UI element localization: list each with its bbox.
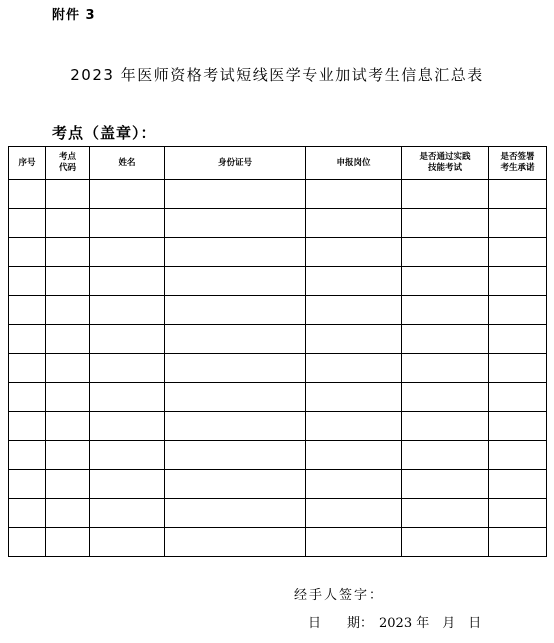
- cell-site-code: [46, 267, 90, 296]
- cell-site-code: [46, 470, 90, 499]
- cell-seq: [9, 209, 46, 238]
- cell-site-code: [46, 325, 90, 354]
- cell-pledge-signed: [489, 412, 547, 441]
- table-row: [9, 180, 547, 209]
- cell-name: [90, 354, 165, 383]
- cell-practical-passed: [402, 441, 489, 470]
- candidate-table: [8, 146, 547, 557]
- cell-id-number: [165, 441, 306, 470]
- cell-seq: [9, 383, 46, 412]
- cell-name: [90, 412, 165, 441]
- cell-seq: [9, 180, 46, 209]
- cell-name: [90, 296, 165, 325]
- cell-id-number: [165, 296, 306, 325]
- cell-id-number: [165, 499, 306, 528]
- table-row: [9, 238, 547, 267]
- cell-pledge-signed: [489, 354, 547, 383]
- cell-seq: [9, 238, 46, 267]
- cell-site-code: [46, 528, 90, 557]
- cell-practical-passed: [402, 209, 489, 238]
- cell-position: [306, 412, 402, 441]
- cell-site-code: [46, 209, 90, 238]
- cell-site-code: [46, 383, 90, 412]
- cell-position: [306, 354, 402, 383]
- cell-id-number: [165, 528, 306, 557]
- date-line: [308, 612, 481, 631]
- cell-position: [306, 180, 402, 209]
- table-row: [9, 325, 547, 354]
- table-row: [9, 528, 547, 557]
- cell-pledge-signed: [489, 528, 547, 557]
- cell-name: [90, 383, 165, 412]
- header-name: 姓名: [90, 147, 165, 180]
- cell-position: [306, 325, 402, 354]
- cell-site-code: [46, 441, 90, 470]
- cell-pledge-signed: [489, 470, 547, 499]
- cell-seq: [9, 412, 46, 441]
- cell-site-code: [46, 296, 90, 325]
- cell-id-number: [165, 325, 306, 354]
- cell-seq: [9, 325, 46, 354]
- cell-practical-passed: [402, 412, 489, 441]
- cell-practical-passed: [402, 180, 489, 209]
- cell-practical-passed: [402, 296, 489, 325]
- cell-id-number: [165, 209, 306, 238]
- cell-id-number: [165, 383, 306, 412]
- cell-practical-passed: [402, 528, 489, 557]
- cell-name: [90, 470, 165, 499]
- cell-seq: [9, 354, 46, 383]
- cell-position: [306, 209, 402, 238]
- cell-pledge-signed: [489, 325, 547, 354]
- table-body: [9, 180, 547, 557]
- cell-practical-passed: [402, 238, 489, 267]
- cell-name: [90, 180, 165, 209]
- cell-name: [90, 441, 165, 470]
- attachment-label: 附件 3: [52, 8, 96, 23]
- cell-site-code: [46, 412, 90, 441]
- cell-name: [90, 209, 165, 238]
- cell-site-code: [46, 238, 90, 267]
- header-practical-passed: 是否通过实践 技能考试: [402, 147, 489, 180]
- header-position: 申报岗位: [306, 147, 402, 180]
- cell-position: [306, 528, 402, 557]
- table-row: [9, 209, 547, 238]
- cell-pledge-signed: [489, 209, 547, 238]
- cell-name: [90, 499, 165, 528]
- cell-practical-passed: [402, 470, 489, 499]
- cell-site-code: [46, 354, 90, 383]
- cell-name: [90, 238, 165, 267]
- table-row: [9, 412, 547, 441]
- table-row: [9, 470, 547, 499]
- cell-pledge-signed: [489, 238, 547, 267]
- page-title: 2023 年医师资格考试短线医学专业加试考生信息汇总表: [70, 66, 484, 84]
- table-row: [9, 354, 547, 383]
- date-value: 2023 年 月 日: [379, 616, 482, 631]
- cell-position: [306, 238, 402, 267]
- cell-id-number: [165, 412, 306, 441]
- cell-pledge-signed: [489, 441, 547, 470]
- header-seq: 序号: [9, 147, 46, 180]
- date-label: 日 期：: [308, 616, 374, 631]
- cell-practical-passed: [402, 383, 489, 412]
- table-row: [9, 441, 547, 470]
- table-row: [9, 383, 547, 412]
- cell-seq: [9, 499, 46, 528]
- cell-position: [306, 470, 402, 499]
- cell-seq: [9, 528, 46, 557]
- table-row: [9, 267, 547, 296]
- cell-practical-passed: [402, 354, 489, 383]
- header-id-number: 身份证号: [165, 147, 306, 180]
- header-site-code: 考点 代码: [46, 147, 90, 180]
- cell-site-code: [46, 180, 90, 209]
- cell-practical-passed: [402, 499, 489, 528]
- cell-seq: [9, 296, 46, 325]
- exam-site-label: 考点（盖章）：: [52, 124, 157, 142]
- cell-position: [306, 296, 402, 325]
- cell-id-number: [165, 470, 306, 499]
- table-header-row: [9, 147, 547, 180]
- cell-pledge-signed: [489, 383, 547, 412]
- table-row: [9, 296, 547, 325]
- cell-id-number: [165, 180, 306, 209]
- cell-site-code: [46, 499, 90, 528]
- table-row: [9, 499, 547, 528]
- cell-id-number: [165, 354, 306, 383]
- cell-position: [306, 499, 402, 528]
- cell-name: [90, 267, 165, 296]
- cell-position: [306, 383, 402, 412]
- cell-pledge-signed: [489, 180, 547, 209]
- cell-practical-passed: [402, 267, 489, 296]
- cell-practical-passed: [402, 325, 489, 354]
- cell-position: [306, 267, 402, 296]
- cell-name: [90, 325, 165, 354]
- cell-id-number: [165, 238, 306, 267]
- header-pledge-signed: 是否签署 考生承诺: [489, 147, 547, 180]
- cell-seq: [9, 470, 46, 499]
- cell-id-number: [165, 267, 306, 296]
- cell-pledge-signed: [489, 296, 547, 325]
- cell-seq: [9, 267, 46, 296]
- cell-name: [90, 528, 165, 557]
- cell-position: [306, 441, 402, 470]
- cell-seq: [9, 441, 46, 470]
- cell-pledge-signed: [489, 267, 547, 296]
- signature-label: 经手人签字：: [294, 588, 385, 603]
- cell-pledge-signed: [489, 499, 547, 528]
